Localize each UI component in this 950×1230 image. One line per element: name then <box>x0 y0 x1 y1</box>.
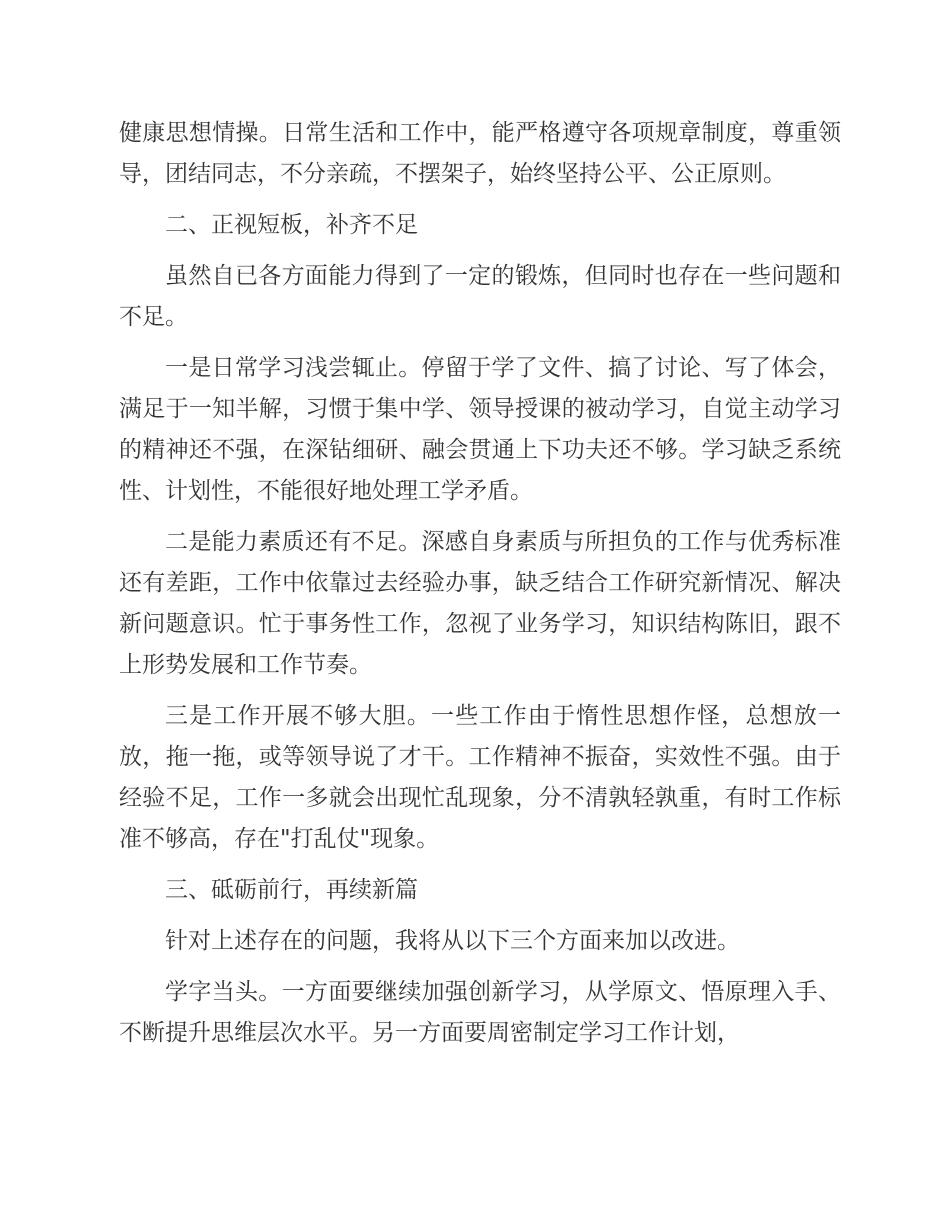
paragraph-shortcoming-3: 三是工作开展不够大胆。一些工作由于惰性思想作怪，总想放一放，拖一拖，或等领导说了才干。工作精神不振奋，实效性不强。由于经验不足，工作一多就会出现忙乱现象，分不清孰轻孰重，有时工作标准不够高，存在"打乱仗"现象。 <box>119 703 841 852</box>
paragraph-intro-improvements: 针对上述存在的问题，我将从以下三个方面来加以改进。 <box>165 928 740 954</box>
document-body <box>119 113 841 1064</box>
paragraph-improvement-1: 学字当头。一方面要继续加强创新学习，从学原文、悟原理入手、不断提升思维层次水平。另一方面要周密制定学习工作计划， <box>119 979 841 1046</box>
paragraph-shortcoming-2: 二是能力素质还有不足。深感自身素质与所担负的工作与优秀标准还有差距，工作中依靠过去经验办事，缺乏结合工作研究新情况、解决新问题意识。忙于事务性工作，忽视了业务学习，知识结构陈旧，跟不上形势发展和工作节奏。 <box>119 529 841 678</box>
paragraph-continued: 健康思想情操。日常生活和工作中，能严格遵守各项规章制度，尊重领导，团结同志，不分亲疏，不摆架子，始终坚持公平、公正原则。 <box>119 120 841 187</box>
section-heading-2: 二、正视短板，补齐不足 <box>165 212 418 238</box>
section-heading-3: 三、砥砺前行，再续新篇 <box>165 877 418 903</box>
paragraph-shortcoming-1: 一是日常学习浅尝辄止。停留于学了文件、搞了讨论、写了体会，满足于一知半解，习惯于集中学、领导授课的被动学习，自觉主动学习的精神还不强，在深钻细研、融会贯通上下功夫还不够。学习缺乏系统性、计划性，不能很好地处理工学矛盾。 <box>119 355 841 504</box>
paragraph-intro-shortcomings: 虽然自已各方面能力得到了一定的锻炼，但同时也存在一些问题和不足。 <box>119 263 841 330</box>
